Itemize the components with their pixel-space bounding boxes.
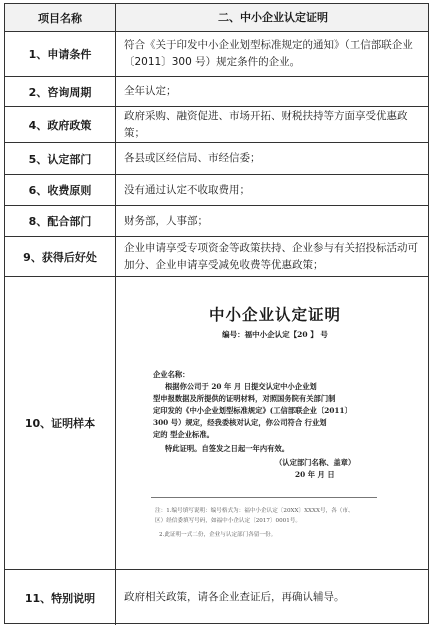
row-value: 全年认定； xyxy=(124,85,177,97)
table-row-cert-sample xyxy=(5,277,428,570)
certificate-line: 特此证明。自签发之日起一年内有效。 xyxy=(165,444,290,453)
row-value: 企业申请享受专项资金等政策扶持、企业参与有关招投标活动可加分、企业申请享受减免收费等优惠政策； xyxy=(124,241,418,271)
info-table xyxy=(4,3,429,624)
header-section-title: 二、中小企业认定证明 xyxy=(218,11,328,24)
certificate-divider xyxy=(151,497,377,498)
certificate-number: 编号：福中小企认定【20 】 号 xyxy=(222,330,328,339)
certificate-note: 2.此证明一式二份，企业与认定部门各留一份。 xyxy=(159,532,277,538)
table-row-apply-conditions xyxy=(5,32,428,77)
certificate-line: 定印发的《中小企业划型标准规定》(工信部联企业〔2011〕 xyxy=(153,406,352,415)
row-label: 4、政府政策 xyxy=(5,107,116,142)
row-label: 5、认定部门 xyxy=(5,143,116,174)
row-value: 各县或区经信局、市经信委； xyxy=(124,152,261,164)
certificate-date: 20 年 月 日 xyxy=(295,470,335,479)
table-row-cooperating-dept xyxy=(5,206,428,237)
row-label: 8、配合部门 xyxy=(5,206,116,236)
certificate-line: 300 号）规定，经我委核对认定，你公司符合 行业划 xyxy=(153,418,327,427)
table-row-consult-period xyxy=(5,77,428,107)
certificate-note: 注：1.编号填写说明：编号格式为：福中小企认定〔20XX〕XXXX号，各（市、 xyxy=(155,508,354,514)
row-value: 政府采购、融资促进、市场开拓、财税扶持等方面享受优惠政策； xyxy=(124,109,408,139)
certificate-note: 区）经信委填写号码，如福中小企认定〔2017〕0001号。 xyxy=(155,518,301,524)
table-header-row xyxy=(5,4,428,32)
table-row-benefits xyxy=(5,237,428,277)
certificate-line: 企业名称： xyxy=(153,370,190,379)
table-row-cert-department xyxy=(5,143,428,175)
table-row-gov-policy xyxy=(5,107,428,143)
row-label: 11、特别说明 xyxy=(5,570,116,625)
row-value: 符合《关于印发中小企业划型标准规定的通知》（工信部联企业〔2011〕300 号）规定条件的企业。 xyxy=(124,39,413,68)
row-label: 2、咨询周期 xyxy=(5,77,116,106)
row-label: 6、收费原则 xyxy=(5,175,116,205)
table-row-special-note xyxy=(5,570,428,625)
row-label: 10、证明样本 xyxy=(5,277,116,569)
certificate-line: 型申报数据及所提供的证明材料，对照国务院有关部门制 xyxy=(153,394,336,403)
row-label: 9、获得后好处 xyxy=(5,237,116,276)
certificate-signature: （认定部门名称、盖章） xyxy=(275,458,356,467)
header-item-name: 项目名称 xyxy=(5,4,116,31)
table-row-fee-principle xyxy=(5,175,428,206)
certificate-line: 根据你公司于 20 年 月 日提交认定中小企业划 xyxy=(165,382,317,391)
certificate-title: 中小企业认定证明 xyxy=(208,305,341,324)
row-value: 政府相关政策，请各企业查证后，再确认辅导。 xyxy=(124,591,345,603)
row-value: 财务部，人事部； xyxy=(124,214,208,227)
row-value: 没有通过认定不收取费用； xyxy=(124,183,250,196)
certificate-line: 定的 型企业标准。 xyxy=(153,430,214,439)
certificate-sample-image xyxy=(125,281,425,569)
row-label: 1、申请条件 xyxy=(5,32,116,76)
